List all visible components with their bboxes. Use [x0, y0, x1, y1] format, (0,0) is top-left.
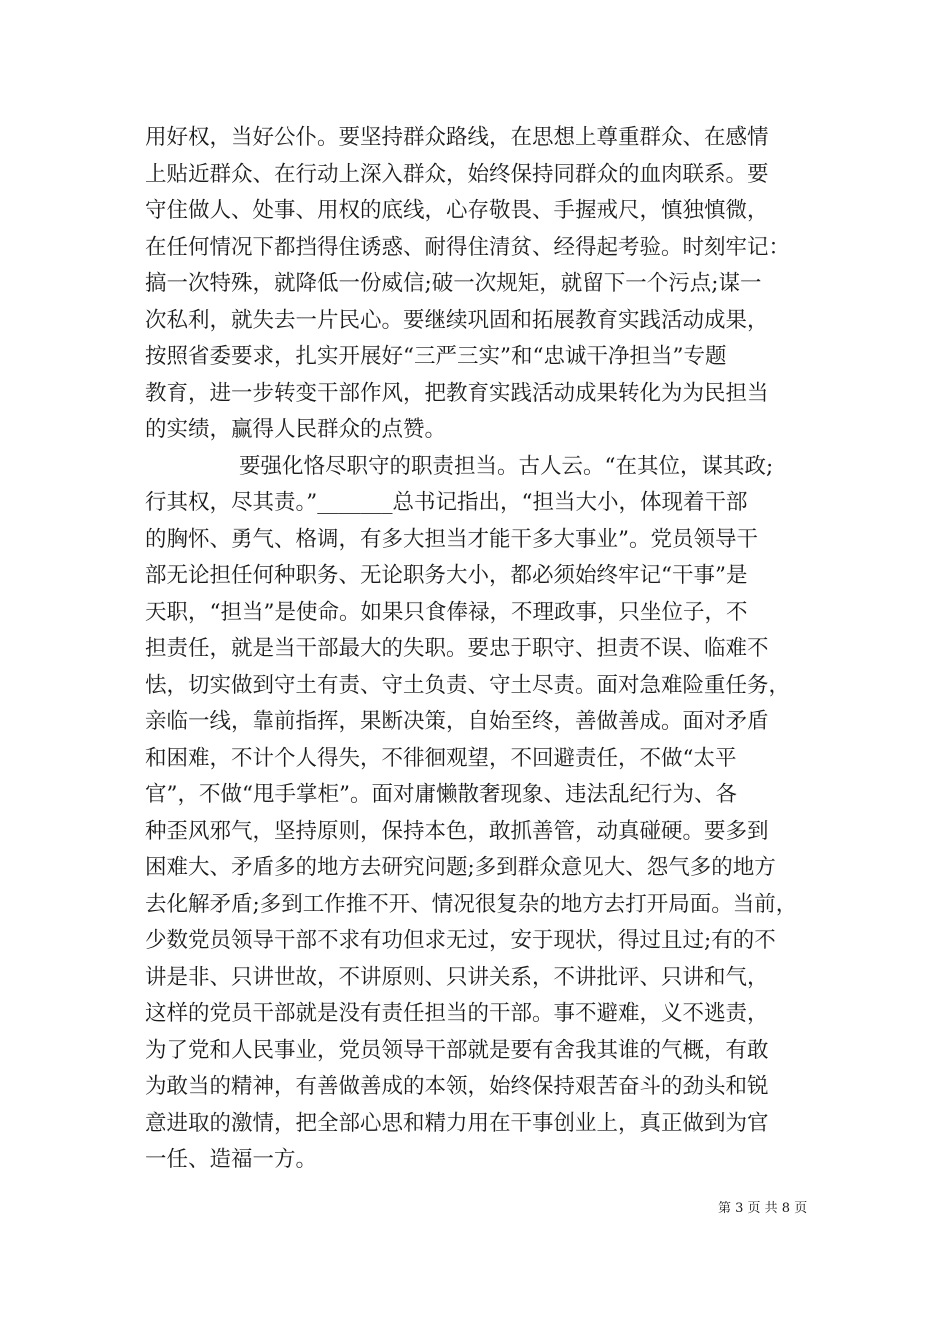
document-body	[145, 120, 810, 1179]
text-line-1: 用好权，当好公仆。要坚持群众路线，在思想上尊重群众、在感情	[145, 125, 769, 150]
text-line-26: 为了党和人民事业，党员领导干部就是要有舍我其谁的气概，有敢	[145, 1037, 769, 1063]
text-line-17: 亲临一线，靠前指挥，果断决策，自始至终，善做善成。面对矛盾	[145, 709, 769, 734]
text-line-25: 这样的党员干部就是没有责任担当的干部。事不避难，义不逃责，	[145, 1001, 769, 1026]
text-line-19: 官”，不做“甩手掌柜”。面对庸懒散奢现象、违法乱纪行为、各	[145, 782, 737, 807]
text-line-12: 的胸怀、勇气、格调，有多大担当才能干多大事业”。党员领导干	[145, 526, 758, 552]
text-line-28: 意进取的激情，把全部心思和精力用在干事创业上，真正做到为官	[145, 1110, 769, 1136]
text-line-9: 的实绩，赢得人民群众的点赞。	[145, 417, 447, 442]
text-line-2: 上贴近群众、在行动上深入群众，始终保持同群众的血肉联系。要	[145, 161, 769, 187]
text-line-15: 担责任，就是当干部最大的失职。要忠于职守、担责不误、临难不	[145, 636, 769, 661]
page-number-footer: 第 3 页 共 8 页	[718, 1201, 808, 1216]
text-line-20: 种歪风邪气，坚持原则，保持本色，敢抓善管，动真碰硬。要多到	[145, 818, 769, 844]
text-line-14: 天职，“担当”是使命。如果只食俸禄，不理政事，只坐位子，不	[145, 599, 748, 625]
text-line-3: 守住做人、处事、用权的底线，心存敬畏、手握戒尺，慎独慎微，	[145, 198, 769, 223]
text-line-16: 怯，切实做到守土有责、守土负责、守土尽责。面对急难险重任务，	[145, 672, 791, 698]
text-line-6: 次私利，就失去一片民心。要继续巩固和拓展教育实践活动成果，	[145, 307, 769, 333]
text-line-13: 部无论担任何种职务、无论职务大小，都必须始终牢记“干事”是	[145, 563, 748, 588]
text-line-27: 为敢当的精神，有善做善成的本领，始终保持艰苦奋斗的劲头和锐	[145, 1074, 769, 1099]
text-line-8: 教育，进一步转变干部作风，把教育实践活动成果转化为为民担当	[145, 380, 769, 406]
text-line-22: 去化解矛盾;多到工作推不开、情况很复杂的地方去打开局面。当前，	[145, 891, 798, 917]
text-line-24: 讲是非、只讲世故，不讲原则、只讲关系，不讲批评、只讲和气，	[145, 964, 769, 990]
paragraph-start-line: 要强化恪尽职守的职责担当。古人云。“在其位，谋其政;	[239, 453, 774, 479]
text-line-21: 困难大、矛盾多的地方去研究问题;多到群众意见大、怨气多的地方	[145, 855, 776, 880]
text-line-11: 行其权，尽其责。”_______总书记指出，“担当大小，体现着干部	[145, 490, 748, 515]
text-line-18: 和困难，不计个人得失，不徘徊观望，不回避责任，不做“太平	[145, 745, 737, 771]
text-line-7: 按照省委要求，扎实开展好“三严三实”和“忠诚干净担当”专题	[145, 344, 727, 369]
text-line-4: 在任何情况下都挡得住诱惑、耐得住清贫、经得起考验。时刻牢记：	[145, 234, 791, 260]
text-line-23: 少数党员领导干部不求有功但求无过，安于现状，得过且过;有的不	[145, 928, 776, 953]
text-line-29: 一任、造福一方。	[145, 1147, 318, 1172]
text-line-5: 搞一次特殊，就降低一份威信;破一次规矩，就留下一个污点;谋一	[145, 271, 762, 296]
